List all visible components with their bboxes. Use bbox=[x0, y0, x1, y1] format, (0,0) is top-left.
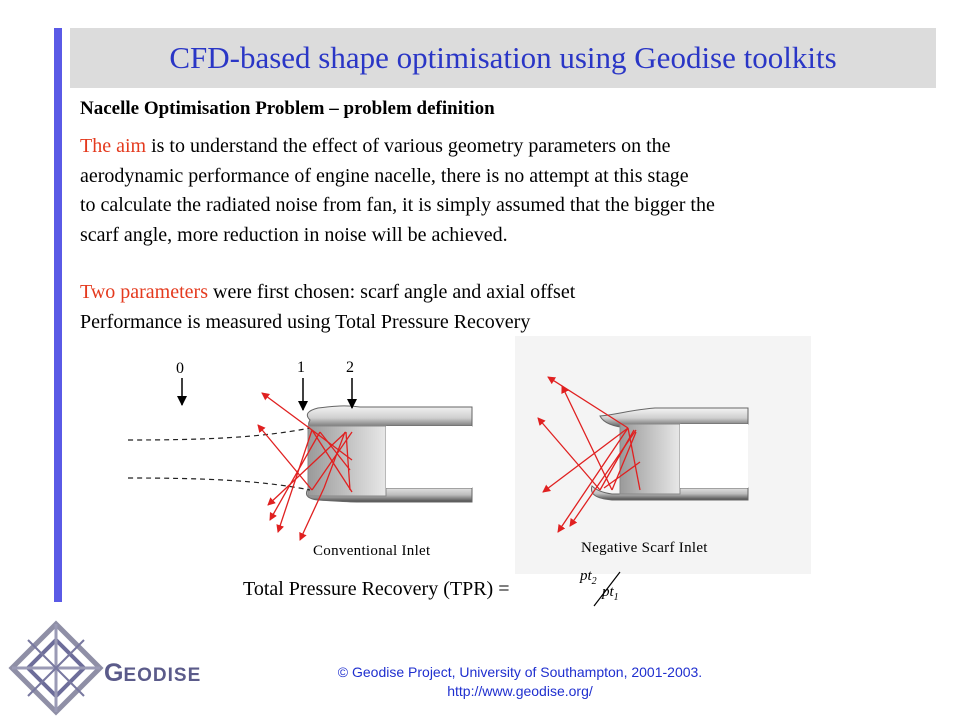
params-highlight: Two parameters bbox=[80, 281, 208, 303]
station-label-2: 2 bbox=[346, 359, 354, 376]
footer-url[interactable]: http://www.geodise.org/ bbox=[447, 683, 593, 699]
aim-line-3: to calculate the radiated noise from fan, it is simply assumed that the bigger the bbox=[80, 194, 715, 216]
streamlines bbox=[128, 428, 310, 490]
tpr-formula-label: Total Pressure Recovery (TPR) = bbox=[243, 578, 510, 600]
aim-line-2: aerodynamic performance of engine nacelle, there is no attempt at this stage bbox=[80, 164, 689, 187]
aim-line-4: scarf angle, more reduction in noise will be achieved. bbox=[80, 223, 508, 246]
params-line-2: Performance is measured using Total Pressure Recovery bbox=[80, 310, 531, 333]
station-label-1: 1 bbox=[297, 359, 305, 376]
geodise-logo-text: GEODISE bbox=[104, 659, 202, 687]
station-arrows bbox=[182, 378, 352, 410]
tpr-denominator: $pt_1$ bbox=[602, 584, 619, 603]
aim-highlight: The aim bbox=[80, 135, 147, 157]
conventional-inlet-nacelle bbox=[306, 406, 472, 502]
aim-line-1-text: is to understand the effect of various geometry parameters on the bbox=[146, 135, 671, 157]
caption-conventional-inlet: Conventional Inlet bbox=[313, 543, 431, 559]
slide-title: CFD-based shape optimisation using Geodise toolkits bbox=[169, 40, 837, 75]
tpr-numerator: $pt_2$ bbox=[580, 568, 597, 587]
params-line-1-text: were first chosen: scarf angle and axial offset bbox=[208, 281, 576, 303]
station-label-0: 0 bbox=[176, 360, 184, 377]
slide-subtitle: Nacelle Optimisation Problem – problem definition bbox=[80, 98, 495, 119]
negative-scarf-nacelle bbox=[591, 408, 748, 500]
tpr-fraction bbox=[580, 568, 630, 610]
caption-negative-scarf-inlet: Negative Scarf Inlet bbox=[581, 540, 708, 556]
footer-copyright: © Geodise Project, University of Southampton, 2001-2003. bbox=[337, 664, 703, 680]
geodise-logo-icon bbox=[12, 624, 100, 712]
